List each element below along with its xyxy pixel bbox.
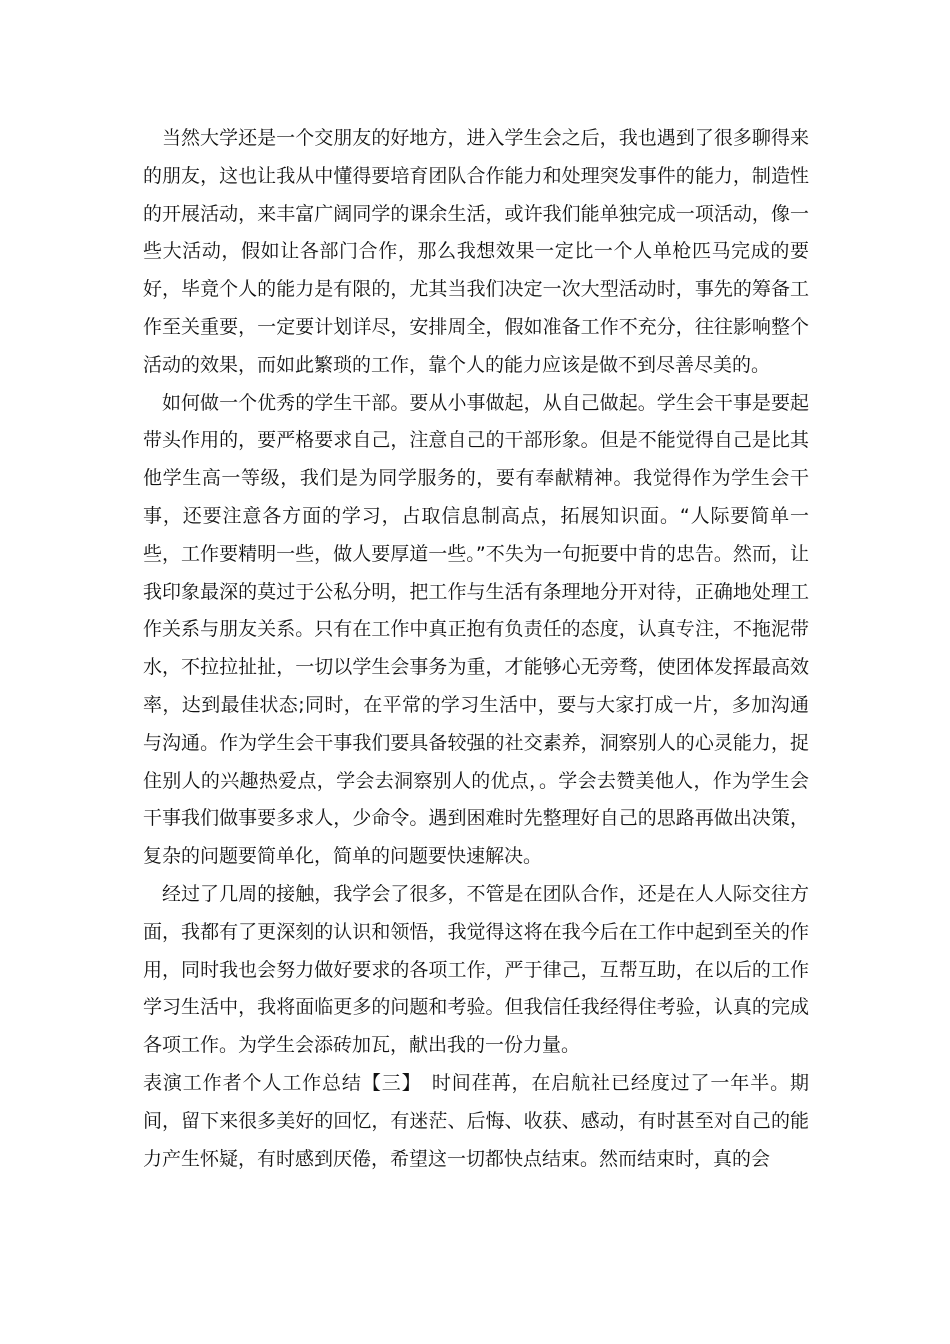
paragraph-good-student-cadre: 如何做一个优秀的学生干部。要从小事做起，从自己做起。学生会干事是要起带头作用的，要严格要求自己，注意自己的干部形象。但是不能觉得自己是比其他学生高一等级，我们是为同学服务的，要有奉献精神。我觉得作为学生会干事，还要注意各方面的学习，占取信息制高点，拓展知识面。“人际要简单一些，工作要精明一些，做人要厚道一些。”不失为一句扼要中肯的忠告。然而，让我印象最深的莫过于公私分明，把工作与生活有条理地分开对待，正确地处理工作关系与朋友关系。只有在工作中真正抱有负责任的态度，认真专注，不拖泥带水，不拉拉扯扯，一切以学生会事务为重，才能够心无旁骛，使团体发挥最高效率，达到最佳状态;同时，在平常的学习生活中，要与大家打成一片，多加沟通与沟通。作为学生会干事我们要具备较强的社交素养，洞察别人的心灵能力，捉住别人的兴趣热爱点，学会去洞察别人的优点，。学会去赞美他人，作为学生会干事我们做事要多求人，少命令。遇到困难时先整理好自己的思路再做出决策，复杂的问题要简单化，简单的问题要快速解决。	[143, 391, 809, 868]
paragraph-making-friends: 当然大学还是一个交朋友的好地方，进入学生会之后，我也遇到了很多聊得来的朋友，这也让我从中懂得要培育团队合作能力和处理突发事件的能力，制造性的开展活动，来丰富广阔同学的课余生活，或许我们能单独完成一项活动，像一些大活动，假如让各部门合作，那么我想效果一定比一个人单枪匹马完成的要好，毕竟个人的能力是有限的，尤其当我们决定一次大型活动时，事先的筹备工作至关重要，一定要计划详尽，安排周全，假如准备工作不充分，往往影响整个活动的效果，而如此繁琐的工作，靠个人的能力应该是做不到尽善尽美的。	[143, 127, 809, 376]
paragraph-few-weeks-summary: 经过了几周的接触，我学会了很多，不管是在团队合作，还是在人人际交往方面，我都有了更深刻的认识和领悟，我觉得这将在我今后在工作中起到至关的作用，同时我也会努力做好要求的各项工作，严于律己，互帮互助，在以后的工作学习生活中，我将面临更多的问题和考验。但我信任我经得住考验，认真的完成各项工作。为学生会添砖加瓦，献出我的一份力量。	[143, 882, 809, 1057]
document-body	[143, 120, 809, 1178]
paragraph-summary-three: 表演工作者个人工作总结【三】 时间荏苒，在启航社已经度过了一年半。期间，留下来很多美好的回忆，有迷茫、后悔、收获、感动，有时甚至对自己的能力产生怀疑，有时感到厌倦，希望这一切都快点结束。然而结束时，真的会	[143, 1071, 809, 1170]
